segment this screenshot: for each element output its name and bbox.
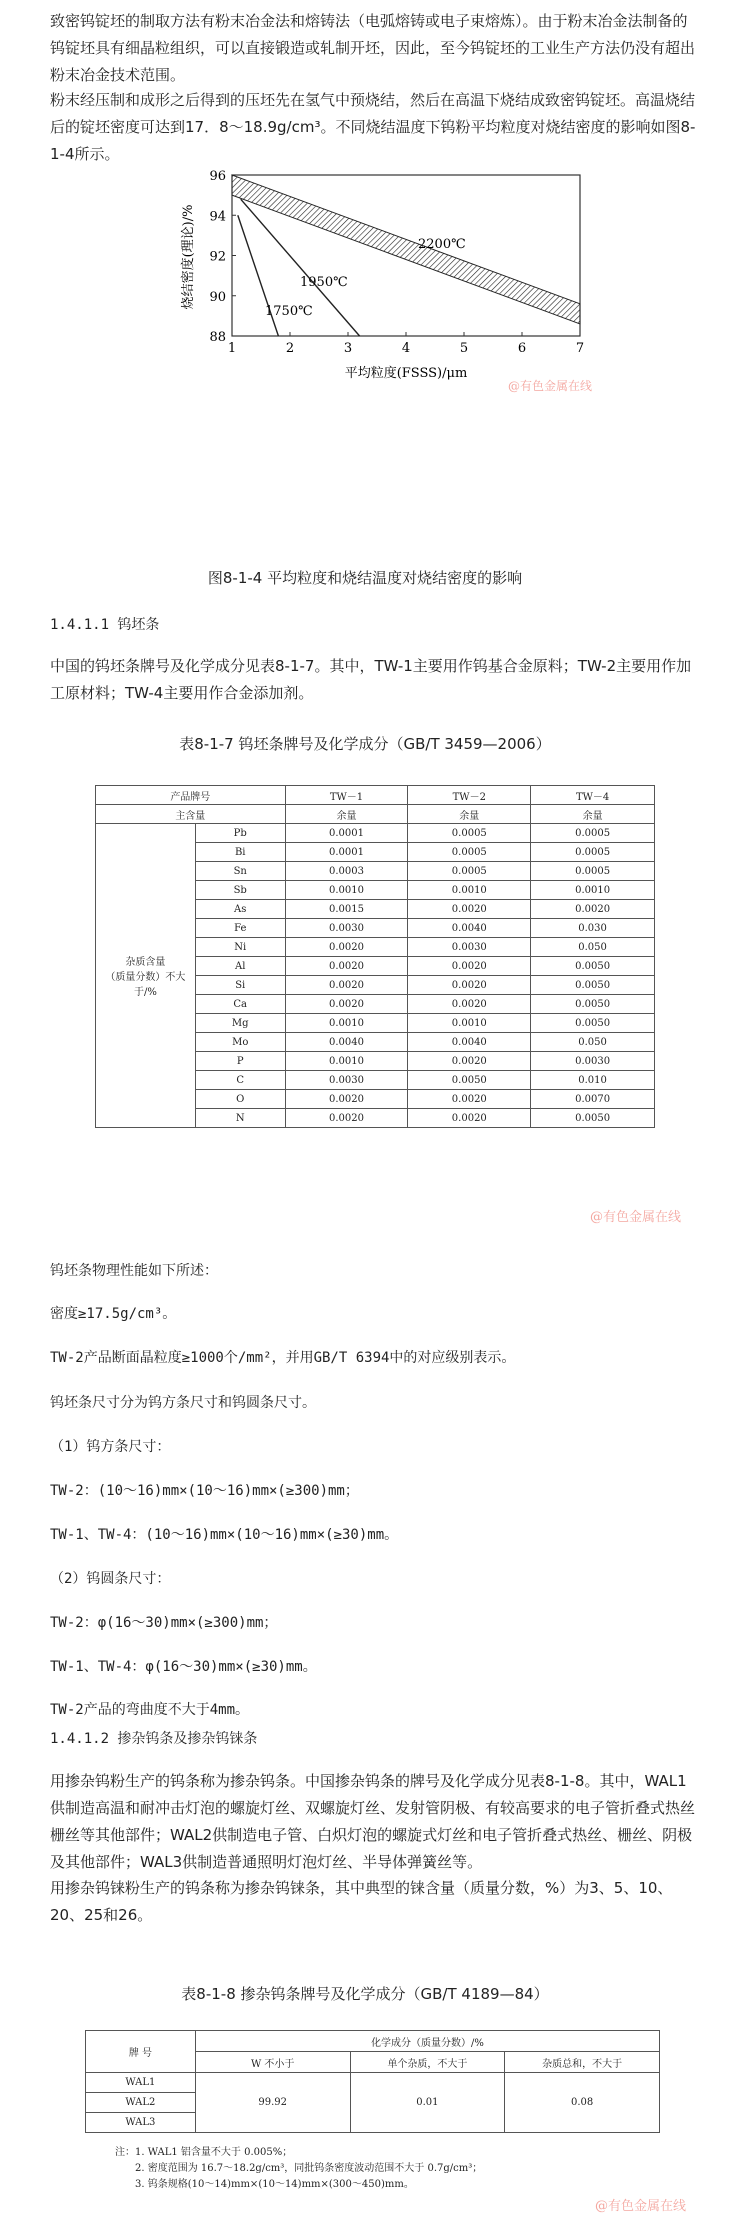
table-8-1-8 [85,2030,660,2133]
table1-cell: 0.0010 [285,1052,408,1071]
table1-cell: C [195,1071,285,1090]
table1-cell: Pb [195,824,285,843]
table1-header-cell: TW－2 [408,786,531,805]
table1-cell: O [195,1090,285,1109]
x-tick-label: 7 [575,341,585,356]
property-line: TW-2：φ(16～30)mm×(≥300)mm； [50,1615,278,1631]
label-1750: 1750℃ [265,304,313,319]
doped-tungsten-paragraph: 用掺杂钨粉生产的钨条称为掺杂钨条。中国掺杂钨条的牌号及化学成分见表8-1-8。其中，WAL1供制造高温和耐冲击灯泡的螺旋灯丝、双螺旋灯丝、发射管阴极、有较高要求的电子管折叠式热丝栅丝等其他部件；WAL2供制造电子管、白炽灯泡的螺旋式灯丝和电子管折叠式热丝、栅丝、阴极及其他部件；WAL3供制造普通照明灯泡灯丝、半导体弹簧丝等。 [50,1772,696,1871]
table1-cell: 0.0001 [285,843,408,862]
figure-caption: 图8-1-4 平均粒度和烧结温度对烧结密度的影响 [207,569,523,587]
table2-value-cell: 0.08 [505,2073,660,2133]
property-line: 密度≥17.5g/cm³。 [50,1306,177,1322]
table1-caption: 表8-1-7 钨坯条牌号及化学成分（GB/T 3459—2006） [179,735,551,753]
property-line: （1）钨方条尺寸： [50,1439,171,1455]
property-line: 钨坯条尺寸分为钨方条尺寸和钨圆条尺寸。 [50,1395,316,1411]
x-tick-label: 5 [459,341,469,356]
property-line: （2）钨圆条尺寸： [50,1571,171,1587]
table-row [96,824,655,843]
label-1950: 1950℃ [300,275,348,290]
table1-cell: 0.0020 [408,900,531,919]
y-tick-label: 90 [209,289,226,305]
y-tick-label: 96 [209,169,226,184]
table2-header-row [86,2031,660,2052]
table1-main-label: 主含量 [96,805,286,824]
table1-cell: 0.0005 [408,824,531,843]
table1-cell: 0.0010 [285,1014,408,1033]
table1-cell: 0.0015 [285,900,408,919]
table1-cell: 0.0020 [408,995,531,1014]
table1-cell: 0.0020 [285,957,408,976]
table1-cell: 0.0020 [408,1052,531,1071]
table1-cell: 0.0020 [285,995,408,1014]
table1-header-cell: 产品牌号 [96,786,286,805]
table1-cell: 余量 [531,805,655,824]
y-tick-label: 94 [209,209,226,225]
table1-cell: 0.0010 [531,881,655,900]
figure-watermark: @有色金属在线 [508,379,593,393]
table1-main-row [96,805,655,824]
table2-caption: 表8-1-8 掺杂钨条牌号及化学成分（GB/T 4189—84） [181,1985,549,2003]
impurity-label-line: 杂质含量 [125,957,166,968]
x-tick-label: 2 [285,341,295,356]
table1-cell: 0.0040 [408,1033,531,1052]
y-axis-label: 烧结密度(理论)/% [181,204,196,310]
table1-cell: 0.0030 [408,938,531,957]
table1-cell: Bi [195,843,285,862]
table1-cell: 0.0020 [408,1109,531,1128]
x-tick-label: 3 [343,341,353,356]
table2-grade-header: 牌 号 [86,2031,196,2073]
table1-cell: 0.0030 [531,1052,655,1071]
section-heading-1: 1.4.1.1 钨坯条 [50,617,160,633]
table1-cell: 0.0005 [531,862,655,881]
table1-cell: 0.0020 [285,976,408,995]
table1-cell: 0.0020 [531,900,655,919]
table1-cell: 0.0010 [285,881,408,900]
property-line: TW-1、TW-4：φ(16～30)mm×(≥30)mm。 [50,1659,317,1675]
table1-header-row [96,786,655,805]
section-heading-2: 1.4.1.2 掺杂钨条及掺杂钨铼条 [50,1731,258,1747]
property-line: TW-2：(10～16)mm×(10～16)mm×(≥300)mm； [50,1483,359,1499]
table2-grade-cell: WAL2 [86,2093,196,2113]
x-tick-label: 1 [227,341,237,356]
table2-col-header: W 不小于 [195,2052,350,2073]
table1-cell: 0.0001 [285,824,408,843]
table1-cell: 0.0020 [285,938,408,957]
table1-header-cell: TW－4 [531,786,655,805]
table1-cell: 0.0020 [285,1090,408,1109]
table2-note-2: 2. 密度范围为 16.7～18.2g/cm³，同批钨条密度波动范围不大于 0.7g/cm³； [135,2163,483,2174]
table1-cell: Al [195,957,285,976]
table1-cell: 0.0030 [285,1071,408,1090]
property-line: 钨坯条物理性能如下所述： [50,1263,218,1279]
table1-cell: 0.0010 [408,881,531,900]
table1-cell: Sn [195,862,285,881]
table2-group-header: 化学成分（质量分数）/% [195,2031,659,2052]
table1-cell: N [195,1109,285,1128]
x-axis-label: 平均粒度(FSSS)/μm [344,366,468,381]
property-line: TW-1、TW-4：(10～16)mm×(10～16)mm×(≥30)mm。 [50,1527,399,1543]
property-line: TW-2产品断面晶粒度≥1000个/mm²，并用GB/T 6394中的对应级别表示。 [50,1350,516,1366]
property-line: TW-2产品的弯曲度不大于4mm。 [50,1702,250,1718]
table1-cell: 0.0050 [531,957,655,976]
table1-cell: 0.0020 [408,1090,531,1109]
table2-value-cell: 0.01 [350,2073,505,2133]
table1-cell: 0.0020 [285,1109,408,1128]
table-8-1-7 [95,785,655,1128]
label-2200: 2200℃ [418,237,466,252]
table1-cell: Mg [195,1014,285,1033]
table1-cell: Mo [195,1033,285,1052]
table2-grade-cell: WAL1 [86,2073,196,2093]
table1-cell: 0.050 [531,938,655,957]
table1-cell: 余量 [285,805,408,824]
table1-watermark: @有色金属在线 [590,1210,682,1225]
sintering-paragraph: 粉末经压制和成形之后得到的压坯先在氢气中预烧结，然后在高温下烧结成致密钨锭坯。高温烧结后的锭坯密度可达到17．8～18.9g/cm³。不同烧结温度下钨粉平均粒度对烧结密度的影响如图8-1-4所示。 [50,91,696,163]
impurity-label-line: （质量分数）不大于/% [105,972,186,998]
table1-cell: 0.0005 [531,843,655,862]
table1-cell: 0.0050 [531,1014,655,1033]
table1-cell: 0.0070 [531,1090,655,1109]
table1-cell: 0.030 [531,919,655,938]
table-row [86,2073,660,2093]
table2-notes [115,2145,482,2193]
table1-cell: 0.0005 [408,862,531,881]
table1-cell: As [195,900,285,919]
table1-cell: 0.050 [531,1033,655,1052]
table1-cell: 0.0050 [408,1071,531,1090]
y-tick-label: 92 [209,249,226,265]
table1-cell: Fe [195,919,285,938]
intro-paragraph: 致密钨锭坯的制取方法有粉末冶金法和熔铸法（电弧熔铸或电子束熔炼）。由于粉末冶金法制备的钨锭坯具有细晶粒组织，可以直接锻造或轧制开坯，因此，至今钨锭坯的工业生产方法仍没有超出粉末冶金技术范围。 [50,12,696,84]
table2-grade-cell: WAL3 [86,2113,196,2133]
x-tick-label: 4 [401,341,411,356]
table1-cell: 0.0003 [285,862,408,881]
table2-watermark: @有色金属在线 [595,2199,687,2214]
table1-cell: 0.0020 [408,976,531,995]
table1-cell: 0.0020 [408,957,531,976]
tw-grades-paragraph: 中国的钨坯条牌号及化学成分见表8-1-7。其中，TW-1主要用作钨基合金原料；TW-2主要用作加工原材料；TW-4主要用作合金添加剂。 [50,657,692,702]
table1-header-cell: TW－1 [285,786,408,805]
table2-col-header: 单个杂质，不大于 [350,2052,505,2073]
density-chart [0,165,730,405]
table2-col-header: 杂质总和，不大于 [505,2052,660,2073]
table1-cell: 0.0050 [531,1109,655,1128]
table1-cell: Sb [195,881,285,900]
table2-value-cell: 99.92 [195,2073,350,2133]
doped-tungsten-rhenium-paragraph: 用掺杂钨铼粉生产的钨条称为掺杂钨铼条，其中典型的铼含量（质量分数，%）为3、5、10、20、25和26。 [50,1879,673,1924]
table1-cell: 0.0010 [408,1014,531,1033]
y-tick-label: 88 [209,330,226,345]
table1-cell: 0.0050 [531,976,655,995]
table1-cell: P [195,1052,285,1071]
table1-cell: 余量 [408,805,531,824]
table1-cell: 0.0030 [285,919,408,938]
table1-cell: 0.0005 [408,843,531,862]
table2-note-3: 3. 钨条规格(10～14)mm×(10～14)mm×(300～450)mm。 [135,2179,414,2190]
table1-cell: 0.0005 [531,824,655,843]
table1-cell: 0.0050 [531,995,655,1014]
table1-impurity-label [96,824,196,1128]
table1-cell: 0.0040 [408,919,531,938]
x-tick-label: 6 [517,341,527,356]
table1-cell: Si [195,976,285,995]
table1-cell: Ca [195,995,285,1014]
table1-cell: 0.0040 [285,1033,408,1052]
table1-cell: Ni [195,938,285,957]
table1-cell: 0.010 [531,1071,655,1090]
table2-note-1: 注：1. WAL1 铝含量不大于 0.005%； [115,2147,293,2158]
